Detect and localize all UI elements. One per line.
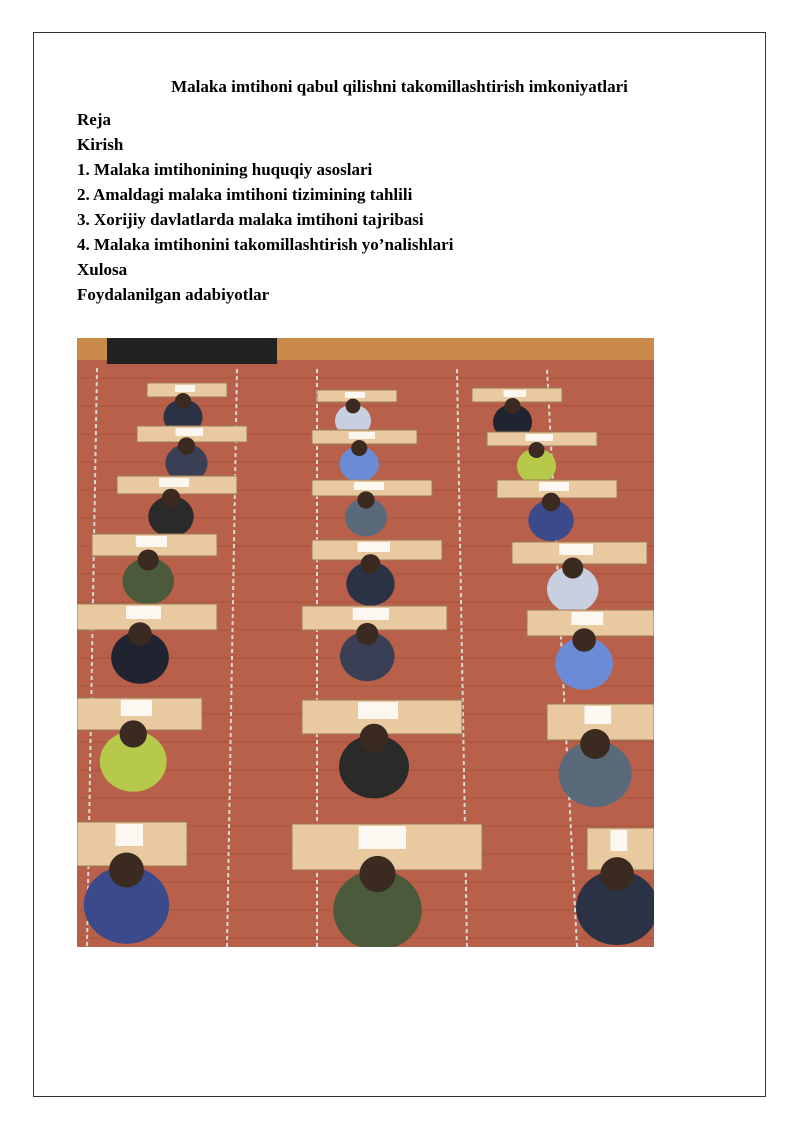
exam-paper bbox=[559, 544, 593, 555]
student-head bbox=[351, 440, 367, 456]
student-head bbox=[128, 622, 152, 646]
exam-paper bbox=[504, 390, 527, 397]
student-head bbox=[109, 853, 144, 888]
student-head bbox=[138, 549, 159, 570]
exam-paper bbox=[610, 830, 627, 851]
exam-paper bbox=[176, 428, 204, 436]
plan-item-3: 3. Xorijiy davlatlarda malaka imtihoni tajribasi bbox=[77, 210, 424, 229]
student-head bbox=[178, 437, 195, 454]
plan-item-intro: Kirish bbox=[77, 135, 124, 154]
student-head bbox=[360, 724, 389, 753]
student-head bbox=[359, 856, 395, 892]
exam-paper bbox=[345, 392, 365, 398]
exam-paper bbox=[175, 385, 195, 392]
exam-paper bbox=[358, 542, 391, 552]
student-head bbox=[357, 491, 374, 508]
plan-item-2: 2. Amaldagi malaka imtihoni tizimining tahlili bbox=[77, 185, 413, 204]
exam-hall-photo bbox=[77, 338, 654, 947]
exam-hall-illustration bbox=[77, 338, 654, 947]
student-head bbox=[120, 720, 147, 747]
student-head bbox=[175, 393, 191, 409]
plan-item-conclusion: Xulosa bbox=[77, 260, 128, 279]
exam-paper bbox=[353, 608, 389, 620]
plan-list bbox=[77, 107, 453, 307]
exam-paper bbox=[359, 826, 407, 849]
student-head bbox=[356, 623, 378, 645]
document-page bbox=[33, 32, 766, 1097]
exam-paper bbox=[526, 434, 554, 441]
exam-paper bbox=[136, 536, 167, 547]
student-head bbox=[361, 554, 381, 574]
plan-item-4: 4. Malaka imtihonini takomillashtirish yo’nalishlari bbox=[77, 235, 454, 254]
student-head bbox=[162, 489, 181, 508]
student-head bbox=[562, 557, 583, 578]
exam-paper bbox=[354, 482, 384, 490]
exam-paper bbox=[584, 706, 611, 724]
student-head bbox=[600, 857, 634, 891]
student-head bbox=[504, 398, 520, 414]
exam-paper bbox=[349, 432, 375, 439]
stage-cloth bbox=[107, 338, 277, 364]
plan-item-references: Foydalanilgan adabiyotlar bbox=[77, 285, 270, 304]
student-head bbox=[346, 399, 361, 414]
exam-paper bbox=[358, 702, 398, 719]
student-head bbox=[542, 493, 561, 512]
student-head bbox=[580, 729, 610, 759]
exam-paper bbox=[159, 478, 189, 487]
plan-heading: Reja bbox=[77, 110, 111, 129]
student-head bbox=[572, 628, 596, 652]
exam-paper bbox=[116, 824, 144, 846]
exam-paper bbox=[121, 700, 152, 716]
document-title: Malaka imtihoni qabul qilishni takomillashtirish imkoniyatlari bbox=[171, 77, 628, 96]
exam-paper bbox=[126, 606, 161, 619]
exam-paper bbox=[571, 612, 603, 625]
student-head bbox=[528, 442, 544, 458]
plan-item-1: 1. Malaka imtihonining huquqiy asoslari bbox=[77, 160, 373, 179]
exam-paper bbox=[539, 482, 569, 491]
